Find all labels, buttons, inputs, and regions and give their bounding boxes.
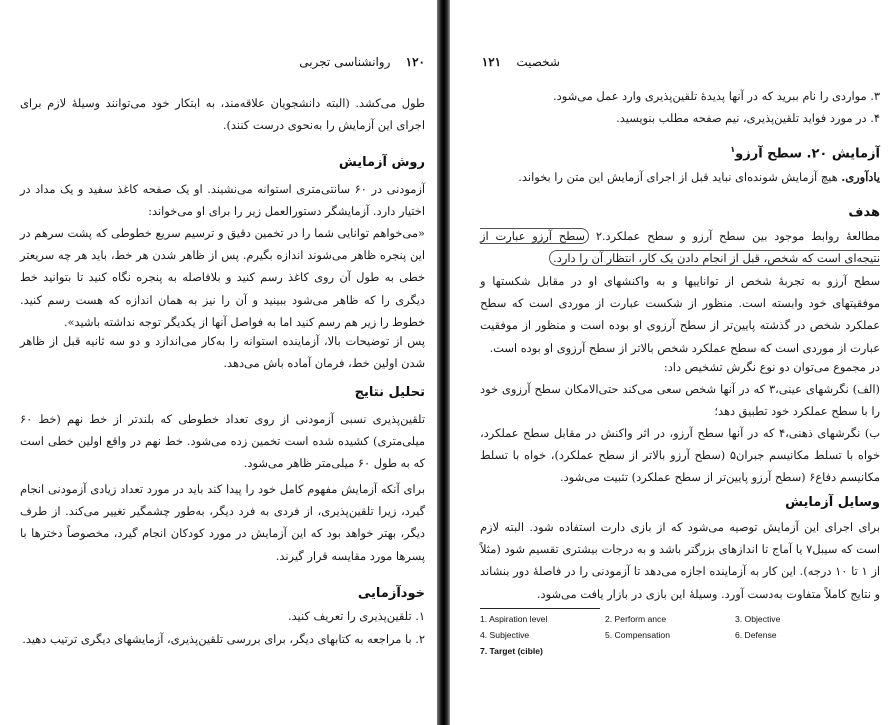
footnote-1: 1. Aspiration level — [480, 614, 548, 624]
footnote-3: 3. Objective — [735, 614, 781, 624]
experiment-heading — [480, 145, 880, 161]
right-page-number: ۱۲۱ — [481, 55, 502, 69]
item-3: ۳. مواردی را نام ببرید که در آنها پدیدهٔ تلقین‌پذیری وارد عمل می‌شود. — [553, 89, 880, 103]
goal-heading: هدف — [848, 205, 880, 220]
item-4: ۴. در مورد فواید تلقین‌پذیری، نیم صفحه مطلب بنویسید. — [616, 111, 880, 125]
analysis-paragraph-1: تلقین‌پذیری نسبی آزمودنی از روی تعداد خطوطی که بلندتر از خط نهم (خط ۶۰ میلی‌متری) کشیده شده است تخمین زده می‌شود. خط نهم در واقع اولین خطی است که به طول ۶۰ میلی‌متر ظاهر می‌شود. — [20, 412, 425, 471]
footnote-rule — [480, 608, 600, 609]
goal-paragraph-1 — [480, 225, 880, 269]
footnote-2: 2. Perform ance — [605, 614, 667, 624]
materials-heading: وسایل آزمایش — [785, 495, 880, 510]
method-instruction-quote: «می‌خواهم توانایی شما را در تخمین دقیق و ترسیم سریع خطوطی که پشت سرهم در این پنجره ظاهر می‌شوند اندازه بگیرم. پس از ظاهر شدن هر خط، باید هر چه سریعتر خطی به طول آن روی کاغذ رسم کنید و بلافاصله به پنجره نگاه کنید تا بتوانید خط دیگری را که ظاهر می‌شود ببینید و آن را نیز به همان اندازه که هست رسم کنید. خطوط را زیر هم رسم کنید اما به فواصل آنها از یکدیگر توجه نداشته باشید». — [20, 226, 425, 329]
footnote-5: 5. Compensation — [605, 630, 670, 640]
goal-study-relations: مطالعهٔ روابط موجود بین سطح آرزو و سطح عملکرد.۲ — [595, 229, 880, 243]
book-spine-shadow — [437, 0, 450, 725]
goal-item-a: (الف) نگرشهای عینی،۳ که در آنها شخص سعی می‌کند حتی‌الامکان سطح آرزوی خود را با سطح عملکرد خود تطبیق دهد؛ — [480, 382, 880, 419]
goal-paragraph-3: در مجموع می‌توان دو نوع نگرش تشخیص داد: — [663, 360, 880, 374]
reminder-text: هیچ آزمایش شونده‌ای نباید قبل از اجرای آزمایش این متن را بخواند. — [518, 170, 838, 184]
reminder-label: یادآوری. — [841, 170, 880, 184]
left-intro-paragraph: طول می‌کشد. (البته دانشجویان علاقه‌مند، به ابتکار خود می‌توانند وسیلهٔ لازم برای اجرای این آزمایش را به‌نحوی درست کنند). — [20, 96, 425, 133]
right-page-title: شخصیت — [516, 55, 560, 69]
left-page — [0, 0, 437, 725]
footnote-7: 7. Target (cible) — [480, 646, 543, 656]
reminder-line — [480, 166, 880, 188]
left-running-head — [299, 55, 425, 69]
left-page-number: ۱۲۰ — [405, 55, 425, 69]
goal-circled-definition: سطح آرزو عبارت از نتیجه‌ای است که شخص، قبل از انجام دادن یک کار، انتظار آن را دارد. — [480, 229, 880, 266]
self-test-heading: خودآزمایی — [357, 586, 425, 601]
materials-paragraph: برای اجرای این آزمایش توصیه می‌شود که از بازی دارت استفاده شود. البته لازم است که سیبل۷ یا آماج تا اندازهای بزرگتر باشد و به درجات بیشتری تقسیم شود (مثلاً از ۱ تا ۱۰ درجه). این کار به آزماینده اجازه می‌دهد تا آزمودنی را در فاصلهٔ دور بنشاند و نتایج کاملاً متفاوت به‌دست آورد. وسیلهٔ این بازی در بازار یافت می‌شود. — [480, 520, 880, 601]
self-test-item-2: ۲. با مراجعه به کتابهای دیگر، برای بررسی تلقین‌پذیری، آزمایشهای دیگری ترتیب دهید. — [22, 632, 425, 646]
analysis-heading: تحلیل نتایج — [354, 385, 425, 400]
right-running-head — [482, 55, 560, 69]
footnote-4: 4. Subjective — [480, 630, 530, 640]
analysis-paragraph-2: برای آنکه آزمایش مفهوم کامل خود را پیدا کند باید در مورد تعداد زیادی آزمودنی انجام گیرد، زیرا تلقین‌پذیری، از فردی به فرد دیگر، به‌طور چشمگیر تغییر می‌کند. از طرف دیگر، بهتر خواهد بود که این آزمایش در مورد کودکان انجام گیرد، مخصوصاً دخترها با پسرها مورد مقایسه قرار گیرند. — [20, 482, 425, 563]
method-paragraph-1: آزمودنی در ۶۰ سانتی‌متری استوانه می‌نشیند. او یک صفحه کاغذ سفید و یک مداد در اختیار دارد. آزمایشگر دستورالعمل زیر را برای او می‌خواند: — [20, 182, 425, 219]
self-test-item-1: ۱. تلقین‌پذیری را تعریف کنید. — [287, 609, 425, 623]
footnote-6: 6. Defense — [735, 630, 777, 640]
goal-paragraph-2: سطح آرزو به تجربهٔ شخص از تواناییها و به واکنشهای او در مقابل شکستها و موفقیتهای خود وابسته است. منظور از شکست عبارت از موردی است که سطح عملکرد شخص در گذشته پایین‌تر از سطح آرزوی او بوده است و منظور از موفقیت عبارت از موردی است که سطح عملکرد شخص بالاتر از سطح آرزوی او بوده است. — [480, 274, 880, 355]
experiment-title: آزمایش ۲۰. سطح آرزو — [735, 146, 880, 162]
experiment-footnote-mark: ۱ — [730, 145, 736, 154]
left-page-title: روانشناسی تجربی — [299, 55, 391, 69]
goal-item-b: ب) نگرشهای ذهنی،۴ که در آنها سطح آرزو، در اثر واکنش در مقابل سطح عملکرد، خواه با تسلط مکانیسم جبران۵ (سطح آرزو بالاتر از سطح عملکرد)، خواه با تسلط مکانیسم دفاع۶ (سطح آرزو پایین‌تر از سطح عملکرد) تثبیت می‌شود. — [480, 426, 880, 485]
method-paragraph-2: پس از توضیحات بالا، آزماینده استوانه را به‌کار می‌اندازد و دو سه ثانیه قبل از ظاهر شدن اولین خط، فرمان آماده باش می‌دهد. — [20, 334, 425, 371]
method-heading: روش آزمایش — [338, 155, 425, 170]
